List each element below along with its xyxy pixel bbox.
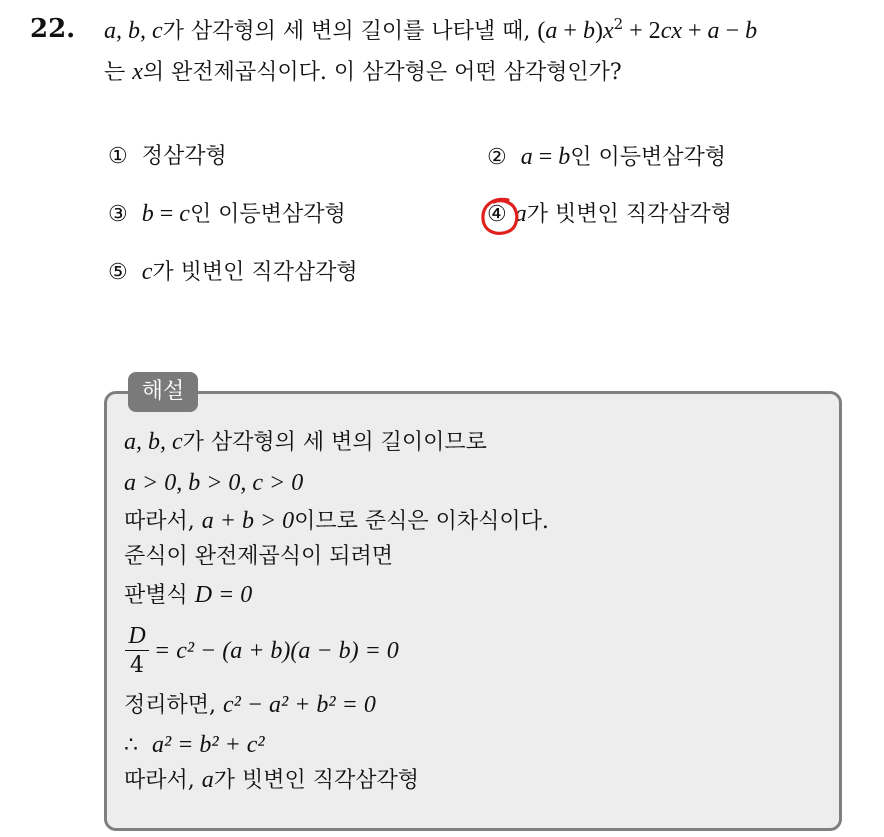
fraction-numerator: D xyxy=(128,623,146,649)
choice-1-number: ① xyxy=(108,144,128,169)
solution-line-7 xyxy=(124,690,376,721)
question-text-2-pre: 는 xyxy=(104,60,133,85)
choice-3-math-a: b xyxy=(141,201,154,227)
solution-line-5 xyxy=(124,580,252,611)
choice-3-number: ③ xyxy=(108,202,128,227)
fraction-denominator: 4 xyxy=(130,653,144,678)
question-text-2: 의 완전제곱식이다. 이 삼각형은 어떤 삼각형인가? xyxy=(142,60,622,85)
expr-minus: − xyxy=(719,18,746,44)
choice-4-number xyxy=(487,200,507,230)
solution-line-6-rest: = c² − (a + b)(a − b) = 0 xyxy=(154,638,399,664)
choice-3-text: 인 이등변삼각형 xyxy=(189,202,346,227)
question-line-1 xyxy=(104,16,757,47)
solution-line-9-post: 가 빗변인 직각삼각형 xyxy=(213,768,420,793)
solution-line-9-pre: 따라서, xyxy=(124,768,202,793)
question-x: x xyxy=(132,59,143,85)
solution-line-5-pre: 판별식 xyxy=(124,583,195,608)
solution-line-9-math: a xyxy=(201,767,214,793)
choice-2-math-a: a xyxy=(520,144,533,170)
choice-5[interactable] xyxy=(108,257,358,288)
choice-2-math-b: b xyxy=(558,144,571,170)
solution-line-5-math: D = 0 xyxy=(194,582,253,608)
expr-b: b xyxy=(582,18,595,44)
question-line-2 xyxy=(104,57,622,88)
solution-line-1 xyxy=(124,427,487,458)
solution-line-2 xyxy=(124,468,303,499)
choice-2-math-eq: = xyxy=(532,144,559,170)
expr-plus-2: + xyxy=(682,18,708,44)
choice-3[interactable] xyxy=(108,199,346,230)
solution-line-2-math: a > 0, b > 0, c > 0 xyxy=(124,470,304,496)
choice-1-text: 정삼각형 xyxy=(141,144,227,169)
choice-2-number: ② xyxy=(487,145,507,170)
question-text-1: 가 삼각형의 세 변의 길이를 나타낼 때, xyxy=(162,19,538,44)
solution-line-9 xyxy=(124,765,419,796)
choice-4-number-glyph: ④ xyxy=(487,202,507,227)
therefore-symbol: ∴ xyxy=(124,733,138,758)
expr-plus: + xyxy=(557,18,583,44)
choice-4-text: 가 빗변인 직각삼각형 xyxy=(526,202,732,227)
expr-x: x xyxy=(602,18,614,44)
solution-line-3-math: a + b > 0 xyxy=(201,508,295,534)
expr-close: ) xyxy=(594,18,603,44)
choice-1[interactable] xyxy=(108,142,227,172)
choice-3-math-b: c xyxy=(179,201,190,227)
solution-line-7-math: c² − a² + b² = 0 xyxy=(223,692,376,718)
choice-4[interactable] xyxy=(487,199,732,230)
solution-line-4: 준식이 완전제곱식이 되려면 xyxy=(124,544,394,569)
fraction-d-over-4 xyxy=(124,622,150,679)
expr-cx: cx xyxy=(660,18,682,44)
choice-5-math-a: c xyxy=(141,259,153,285)
question-number: 22. xyxy=(30,14,76,44)
choice-3-math-eq: = xyxy=(153,201,180,227)
choice-5-number: ⑤ xyxy=(108,260,128,285)
choice-5-text: 가 빗변인 직각삼각형 xyxy=(152,260,358,285)
solution-line-8 xyxy=(124,730,265,761)
solution-line-7-pre: 정리하면, xyxy=(124,693,223,718)
solution-tab: 해설 xyxy=(128,372,198,412)
choice-2-text: 인 이등변삼각형 xyxy=(570,145,727,170)
expr-b-2: b xyxy=(745,18,758,44)
choice-2[interactable] xyxy=(487,142,726,173)
expr-a: a xyxy=(545,18,558,44)
solution-line-3 xyxy=(124,506,549,537)
expr-mid: + 2 xyxy=(623,18,661,44)
solution-line-3-post: 이므로 준식은 이차식이다. xyxy=(294,509,549,534)
solution-line-3-pre: 따라서, xyxy=(124,509,202,534)
question-vars: a, b, c xyxy=(104,18,163,44)
solution-line-1-text: 가 삼각형의 세 변의 길이이므로 xyxy=(182,430,487,455)
solution-line-1-math: a, b, c xyxy=(124,429,183,455)
solution-line-8-math: a² = b² + c² xyxy=(152,732,265,758)
choice-4-math-a: a xyxy=(514,201,527,227)
expr-a-2: a xyxy=(707,18,720,44)
expr-open: ( xyxy=(537,18,546,44)
expr-exponent: 2 xyxy=(613,15,624,33)
